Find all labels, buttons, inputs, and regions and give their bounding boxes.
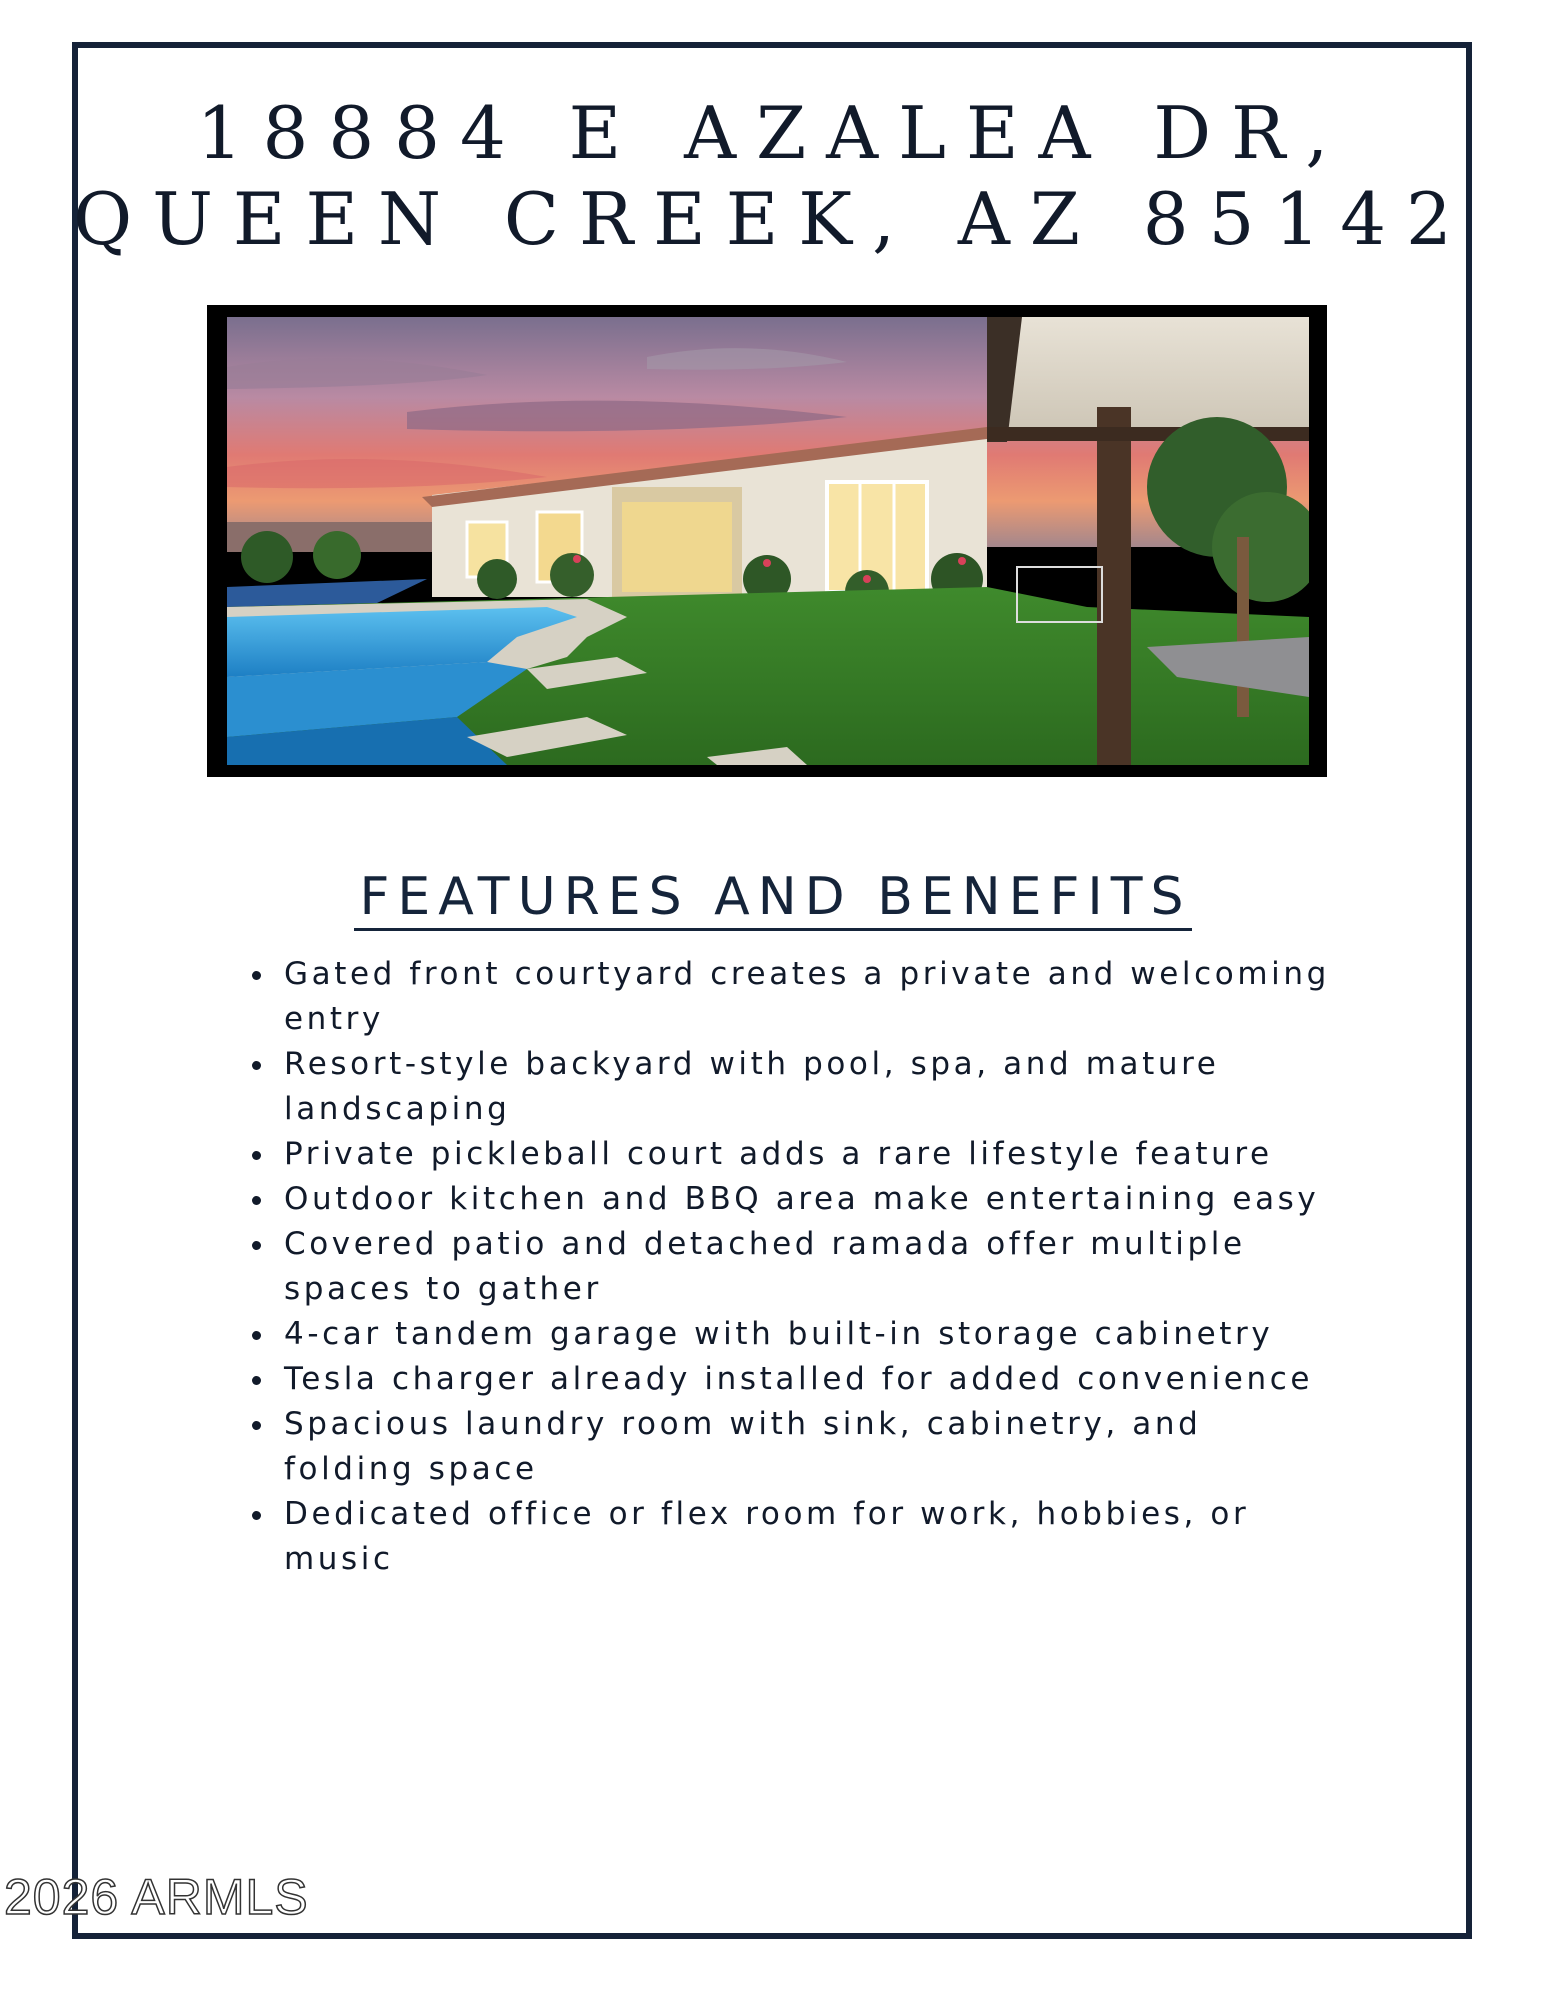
copyright-watermark: 2026 ARMLS: [4, 1869, 309, 1925]
feature-item: Outdoor kitchen and BBQ area make entertaining easy: [252, 1177, 1342, 1222]
property-photo-frame: [207, 305, 1327, 777]
address-street: 18884 E AZALEA DR,: [196, 91, 1349, 175]
feature-item: Gated front courtyard creates a private and welcoming entry: [252, 952, 1342, 1042]
features-heading-text: FEATURES AND BENEFITS: [354, 868, 1192, 931]
feature-item: Dedicated office or flex room for work, hobbies, or music: [252, 1492, 1342, 1582]
features-list: [252, 952, 1342, 1582]
feature-item: 4-car tandem garage with built-in storage cabinetry: [252, 1312, 1342, 1357]
feature-item: Covered patio and detached ramada offer multiple spaces to gather: [252, 1222, 1342, 1312]
features-heading: [0, 868, 1545, 931]
feature-item: Resort-style backyard with pool, spa, and mature landscaping: [252, 1042, 1342, 1132]
address-city: QUEEN CREEK, AZ 85142: [73, 177, 1472, 261]
property-photo: [227, 317, 1309, 765]
feature-item: Spacious laundry room with sink, cabinetry, and folding space: [252, 1402, 1342, 1492]
feature-item: Private pickleball court adds a rare lifestyle feature: [252, 1132, 1342, 1177]
feature-item: Tesla charger already installed for added convenience: [252, 1357, 1342, 1402]
property-address: [0, 90, 1545, 262]
